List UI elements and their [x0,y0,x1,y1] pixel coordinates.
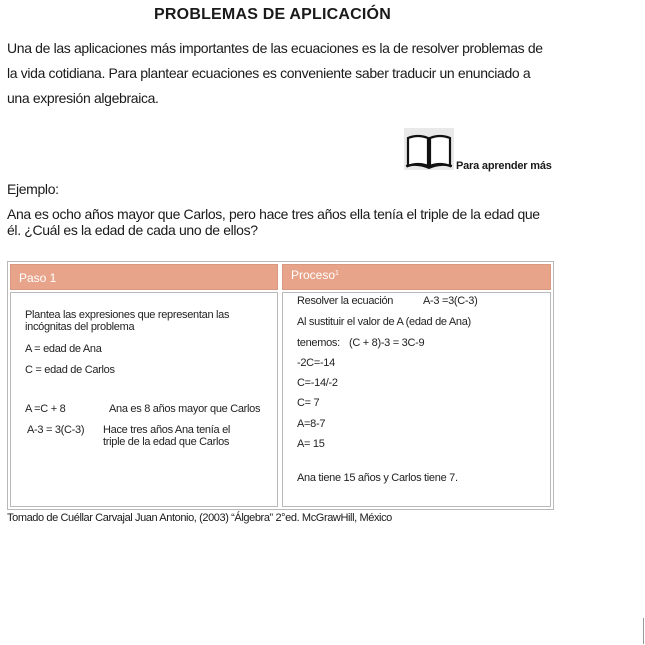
equation-1-description: Ana es 8 años mayor que Carlos [109,403,261,415]
tenemos-equation: (C + 8)-3 = 3C-9 [349,337,425,349]
substitute-text: Al sustituir el valor de A (edad de Ana) [297,316,471,328]
intro-line-1: Una de las aplicaciones más importantes de las ecuaciones es la de resolver problemas de [7,40,543,56]
step-intro-line-2: incógnitas del problema [25,321,135,333]
header-process [282,264,551,290]
page-title: PROBLEMAS DE APLICACIÓN [154,6,391,23]
step-result-1: -2C=-14 [297,357,335,369]
header-step [10,264,278,290]
header-step-label: Paso 1 [19,271,57,285]
step-cell [10,292,278,507]
step-result-2: C=-14/-2 [297,377,338,389]
var-a-definition: A = edad de Ana [25,343,102,355]
source-caption: Tomado de Cuéllar Carvajal Juan Antonio, (2003) “Álgebra” 2°ed. McGrawHill, México [7,512,392,524]
example-line-2: él. ¿Cuál es la edad de cada uno de ellos? [7,222,258,238]
step-result-5: A= 15 [297,438,325,450]
solution-table [7,261,554,510]
intro-line-3: una expresión algebraica. [7,90,159,106]
solve-label: Resolver la ecuación [297,295,394,307]
step-intro-line-1: Plantea las expresiones que representan las [25,309,230,321]
step-result-3: C= 7 [297,397,320,409]
header-process-footnote: 1 [335,270,339,277]
equation-2-description-2: triple de la edad que Carlos [103,436,230,448]
tenemos-label: tenemos: [297,337,340,349]
example-line-1: Ana es ocho años mayor que Carlos, pero hace tres años ella tenía el triple de la edad que [7,206,540,222]
book-icon[interactable] [404,128,454,170]
step-result-4: A=8-7 [297,418,326,430]
process-cell [282,292,551,507]
solve-equation: A-3 =3(C-3) [423,295,478,307]
page-edge-divider [643,618,644,644]
conclusion: Ana tiene 15 años y Carlos tiene 7. [297,472,458,484]
equation-1: A =C + 8 [25,403,66,415]
learn-more-link[interactable]: Para aprender más [456,160,552,172]
var-c-definition: C = edad de Carlos [25,364,115,376]
intro-line-2: la vida cotidiana. Para plantear ecuaciones es conveniente saber traducir un enunciado a [7,65,531,81]
header-process-label: Proceso [291,268,336,282]
example-heading: Ejemplo: [7,181,59,197]
equation-2: A-3 = 3(C-3) [27,424,85,436]
equation-2-description-1: Hace tres años Ana tenía el [103,424,231,436]
